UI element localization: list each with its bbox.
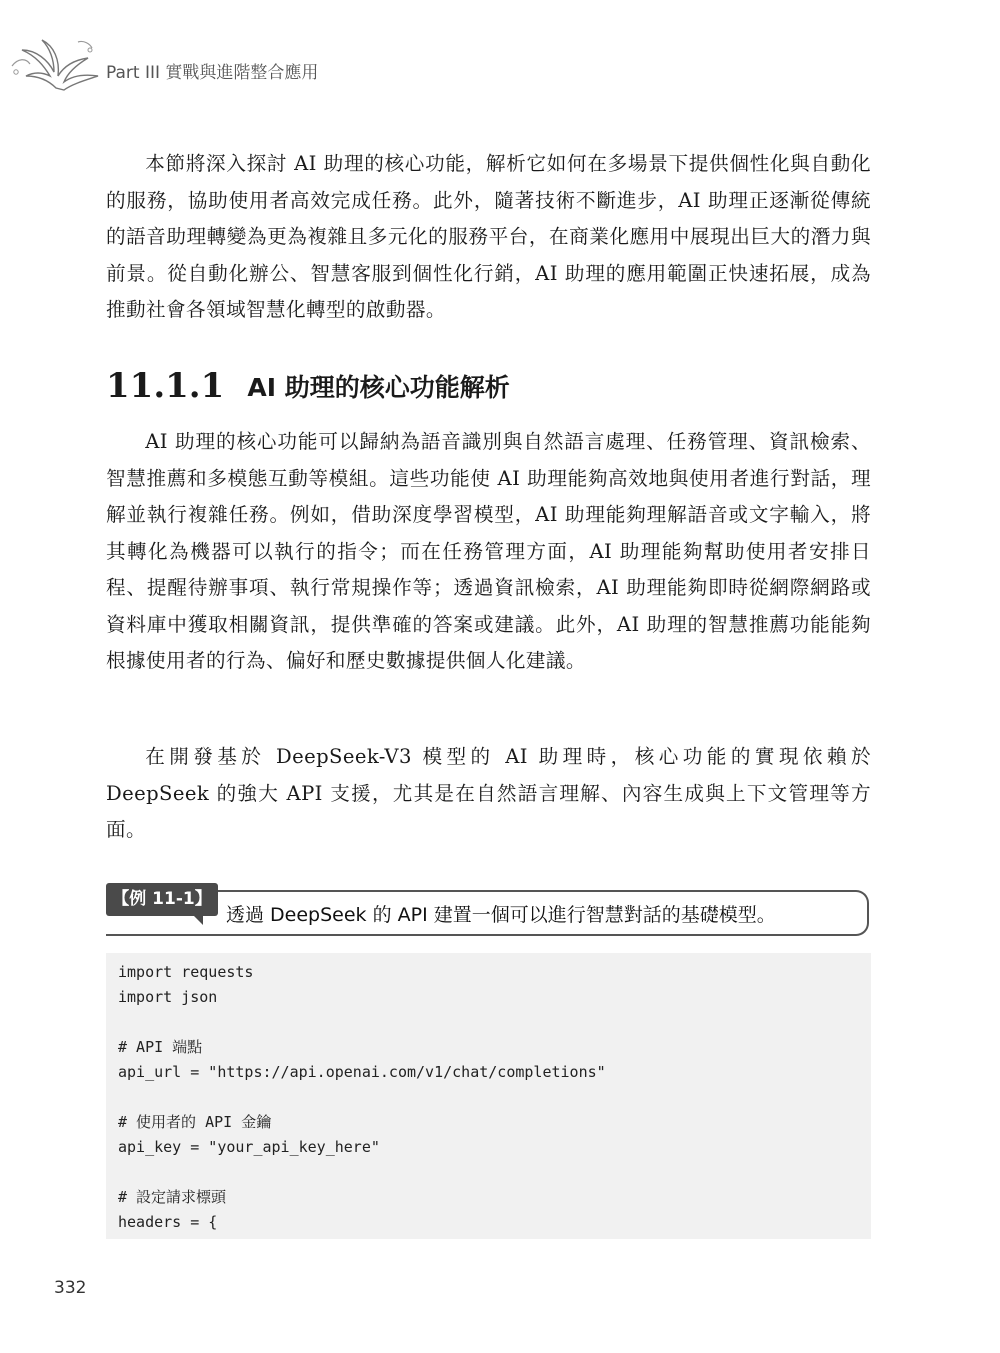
whale-tail-icon — [8, 36, 106, 96]
page-header — [8, 36, 408, 96]
code-line: # 使用者的 API 金鑰 — [118, 1113, 272, 1131]
code-line — [106, 1160, 871, 1185]
code-line: import requests — [118, 963, 254, 981]
deepseek-paragraph: 在開發基於 DeepSeek-V3 模型的 AI 助理時，核心功能的實現依賴於 DeepSeek 的強大 API 支援，尤其是在自然語言理解、內容生成與上下文管理等方面。 — [106, 745, 871, 841]
code-line — [106, 1010, 871, 1035]
code-line: # API 端點 — [118, 1038, 203, 1056]
intro-paragraph: 本節將深入探討 AI 助理的核心功能，解析它如何在多場景下提供個性化與自動化的服務，協助使用者高效完成任務。此外，隨著技術不斷進步，AI 助理正逐漸從傳統的語音助理轉變為更為複雜且多元化的服務平台，在商業化應用中展現出巨大的潛力與前景。從自動化辦公、智慧客服到個性化行銷，AI 助理的應用範圍正快速拓展，成為推動社會各領域智慧化轉型的啟動器。 — [106, 152, 871, 321]
core-functions-paragraph: AI 助理的核心功能可以歸納為語音識別與自然語言處理、任務管理、資訊檢索、智慧推薦和多模態互動等模組。這些功能使 AI 助理能夠高效地與使用者進行對話，理解並執行複雜任務。例如，借助深度學習模型，AI 助理能夠理解語音或文字輸入，將其轉化為機器可以執行的指令；而在任務管理方面，AI 助理能夠幫助使用者安排日程、提醒待辦事項、執行常規操作等；透過資訊檢索，AI 助理能夠即時從網際網路或資料庫中獲取相關資訊，提供準確的答案或建議。此外，AI 助理的智慧推薦功能能夠根據使用者的行為、偏好和歷史數據提供個人化建議。 — [106, 430, 871, 672]
code-line: api_key = "your_api_key_here" — [118, 1138, 380, 1156]
code-lines — [106, 953, 871, 1235]
code-line: api_url = "https://api.openai.com/v1/chat/completions" — [118, 1063, 606, 1081]
code-line — [106, 1085, 871, 1110]
code-line: import json — [118, 988, 218, 1006]
code-line: # 設定請求標頭 — [118, 1188, 227, 1206]
code-line: headers = { — [118, 1213, 218, 1231]
page-number: 332 — [54, 1278, 87, 1298]
example-tag: 【例 11-1】 — [106, 883, 218, 916]
section-number: 11.1.1 — [106, 366, 225, 406]
part-title: Part III 實戰與進階整合應用 — [106, 63, 319, 83]
example-tag-pointer — [193, 915, 203, 925]
code-block — [106, 953, 871, 1239]
example-caption: 透過 DeepSeek 的 API 建置一個可以進行智慧對話的基礎模型。 — [226, 904, 776, 926]
section-title: AI 助理的核心功能解析 — [247, 373, 510, 402]
section-heading — [106, 366, 510, 412]
